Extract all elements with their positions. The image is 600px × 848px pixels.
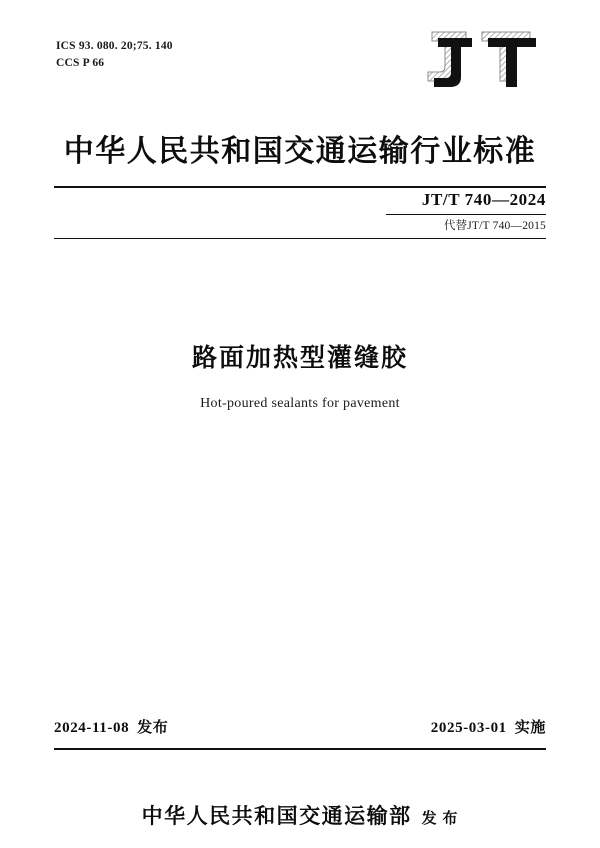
effective-date: 2025-03-01 (430, 720, 507, 736)
issuer-name: 中华人民共和国交通运输部 (141, 804, 412, 828)
dates-row (54, 716, 546, 737)
standard-number-block (296, 190, 546, 233)
page-title: 中华人民共和国交通运输行业标准 (63, 135, 537, 168)
issue-date-label: 发布 (137, 720, 169, 736)
classification-codes (56, 38, 173, 72)
issue-date-item (54, 716, 168, 737)
issue-date: 2024-11-08 (54, 720, 130, 736)
effective-date-label: 实施 (514, 720, 546, 736)
ics-code: ICS 93. 080. 20;75. 140 (56, 40, 173, 52)
issuer-line (0, 800, 600, 830)
standard-replaces: 代替JT/T 740—2015 (443, 220, 546, 232)
effective-date-item (431, 716, 546, 737)
subject-title-en: Hot-poured sealants for pavement (200, 396, 400, 411)
divider-bottom (54, 238, 546, 239)
subject-title-cn: 路面加热型灌缝胶 (191, 345, 408, 372)
ccs-code: CCS P 66 (56, 57, 105, 69)
standard-number: JT/T 740—2024 (421, 190, 546, 209)
issuer-action: 发 布 (421, 811, 459, 827)
divider-top (54, 186, 546, 188)
jt-emblem-icon (416, 26, 546, 98)
divider-middle (386, 214, 546, 215)
divider-footer (54, 748, 546, 750)
